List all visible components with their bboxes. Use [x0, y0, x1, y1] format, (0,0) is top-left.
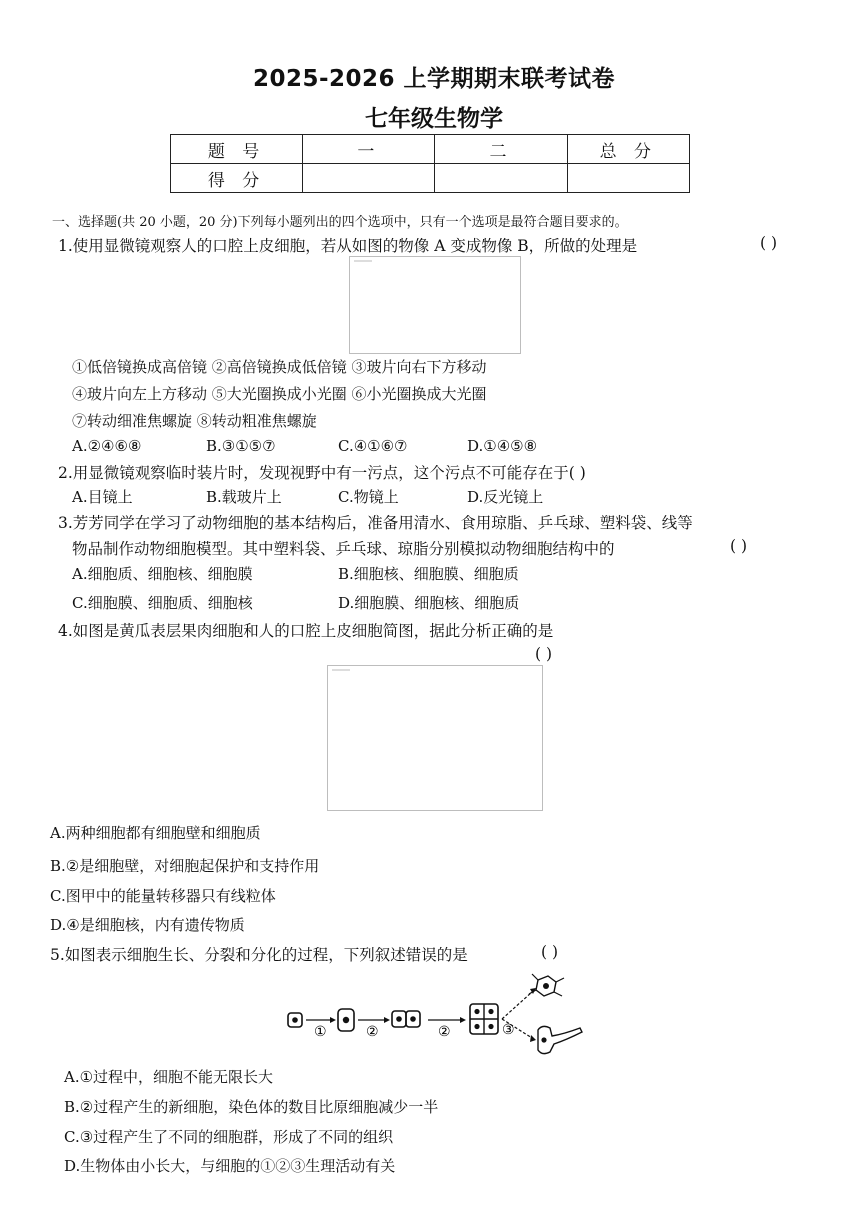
score-table [170, 134, 690, 193]
option-b: B.②过程产生的新细胞，染色体的数目比原细胞减少一半 [64, 1098, 439, 1116]
process-label: ① [314, 1024, 327, 1040]
option-c: C.物镜上 [338, 488, 399, 506]
option-d: D.细胞膜、细胞核、细胞质 [338, 594, 520, 612]
option-c: C.③过程产生了不同的细胞群，形成了不同的组织 [64, 1128, 394, 1146]
exam-title: 2025-2026 上学期期末联考试卷 [252, 66, 616, 92]
arrowhead [330, 1017, 336, 1023]
question-2-stem: 2.用显微镜观察临时装片时，发现视野中有一污点，这个污点不可能存在于( ) [58, 464, 586, 482]
option-c: C.④①⑥⑦ [338, 437, 408, 455]
score-cell: 得 分 [171, 164, 303, 193]
option-c: C.细胞膜、细胞质、细胞核 [72, 594, 253, 612]
four-cells-icon [470, 1004, 498, 1034]
option-a: A.①过程中，细胞不能无限长大 [64, 1068, 274, 1086]
score-cell: 一 [303, 135, 435, 164]
cell-diagram-figure [327, 665, 543, 811]
option-a: A.两种细胞都有细胞壁和细胞质 [50, 824, 261, 842]
option-c: C.图甲中的能量转移器只有线粒体 [50, 887, 276, 905]
answer-bracket: ( ) [541, 943, 559, 961]
two-cells-icon [392, 1011, 420, 1027]
option-a: A.目镜上 [72, 488, 133, 506]
microscope-image-figure [349, 256, 521, 354]
option-b: B.载玻片上 [206, 488, 282, 506]
score-cell: 总 分 [567, 135, 689, 164]
option-b: B.③①⑤⑦ [206, 437, 276, 455]
score-cell: 题 号 [171, 135, 303, 164]
arrowhead [530, 1035, 536, 1042]
process-label: ③ [502, 1022, 515, 1038]
score-cell [435, 164, 567, 193]
answer-bracket: ( ) [535, 645, 553, 663]
score-cell: 二 [435, 135, 567, 164]
grown-cell-icon [338, 1009, 354, 1031]
nerve-cell-icon [529, 974, 564, 996]
question-5-stem: 5.如图表示细胞生长、分裂和分化的过程，下列叙述错误的是 [50, 946, 468, 964]
option-d: D.生物体由小长大，与细胞的①②③生理活动有关 [64, 1157, 396, 1175]
exam-subtitle: 七年级生物学 [365, 106, 503, 132]
question-3-stem-continued: 物品制作动物细胞模型。其中塑料袋、乒乓球、琼脂分别模拟动物细胞结构中的 [72, 540, 615, 558]
arrowhead [460, 1017, 466, 1023]
answer-bracket: ( ) [760, 234, 778, 252]
option-a: A.细胞质、细胞核、细胞膜 [72, 565, 253, 583]
question-1-stem: 1.使用显微镜观察人的口腔上皮细胞，若从如图的物像 A 变成物像 B，所做的处理是 [58, 237, 638, 255]
question-1-choice-line: ①低倍镜换成高倍镜 ②高倍镜换成低倍镜 ③玻片向右下方移动 [72, 358, 487, 376]
arrow-line [502, 992, 532, 1019]
cell-division-diagram [280, 970, 600, 1062]
option-a: A.②④⑥⑧ [72, 437, 142, 455]
option-d: D.①④⑤⑧ [467, 437, 538, 455]
question-1-choice-line: ⑦转动细准焦螺旋 ⑧转动粗准焦螺旋 [72, 412, 317, 430]
process-label: ② [438, 1024, 451, 1040]
score-table-score-row [171, 164, 690, 193]
process-label: ② [366, 1024, 379, 1040]
option-d: D.④是细胞核，内有遗传物质 [50, 916, 245, 934]
small-cell-icon [288, 1013, 302, 1027]
arrowhead [384, 1017, 390, 1023]
question-3-stem: 3.芳芳同学在学习了动物细胞的基本结构后，准备用清水、食用琼脂、乒乓球、塑料袋、线等 [58, 514, 693, 532]
score-table-header-row [171, 135, 690, 164]
option-d: D.反光镜上 [467, 488, 544, 506]
question-4-stem: 4.如图是黄瓜表层果肉细胞和人的口腔上皮细胞简图，据此分析正确的是 [58, 622, 554, 640]
score-cell [303, 164, 435, 193]
score-cell [567, 164, 689, 193]
option-b: B.②是细胞壁，对细胞起保护和支持作用 [50, 857, 320, 875]
section-heading: 一、选择题(共 20 小题，20 分)下列每小题列出的四个选项中，只有一个选项是最符合题目要求的。 [52, 215, 628, 230]
option-b: B.细胞核、细胞膜、细胞质 [338, 565, 519, 583]
elongated-cell-icon [538, 1026, 582, 1053]
answer-bracket: ( ) [730, 537, 748, 555]
question-1-choice-line: ④玻片向左上方移动 ⑤大光圈换成小光圈 ⑥小光圈换成大光圈 [72, 385, 487, 403]
